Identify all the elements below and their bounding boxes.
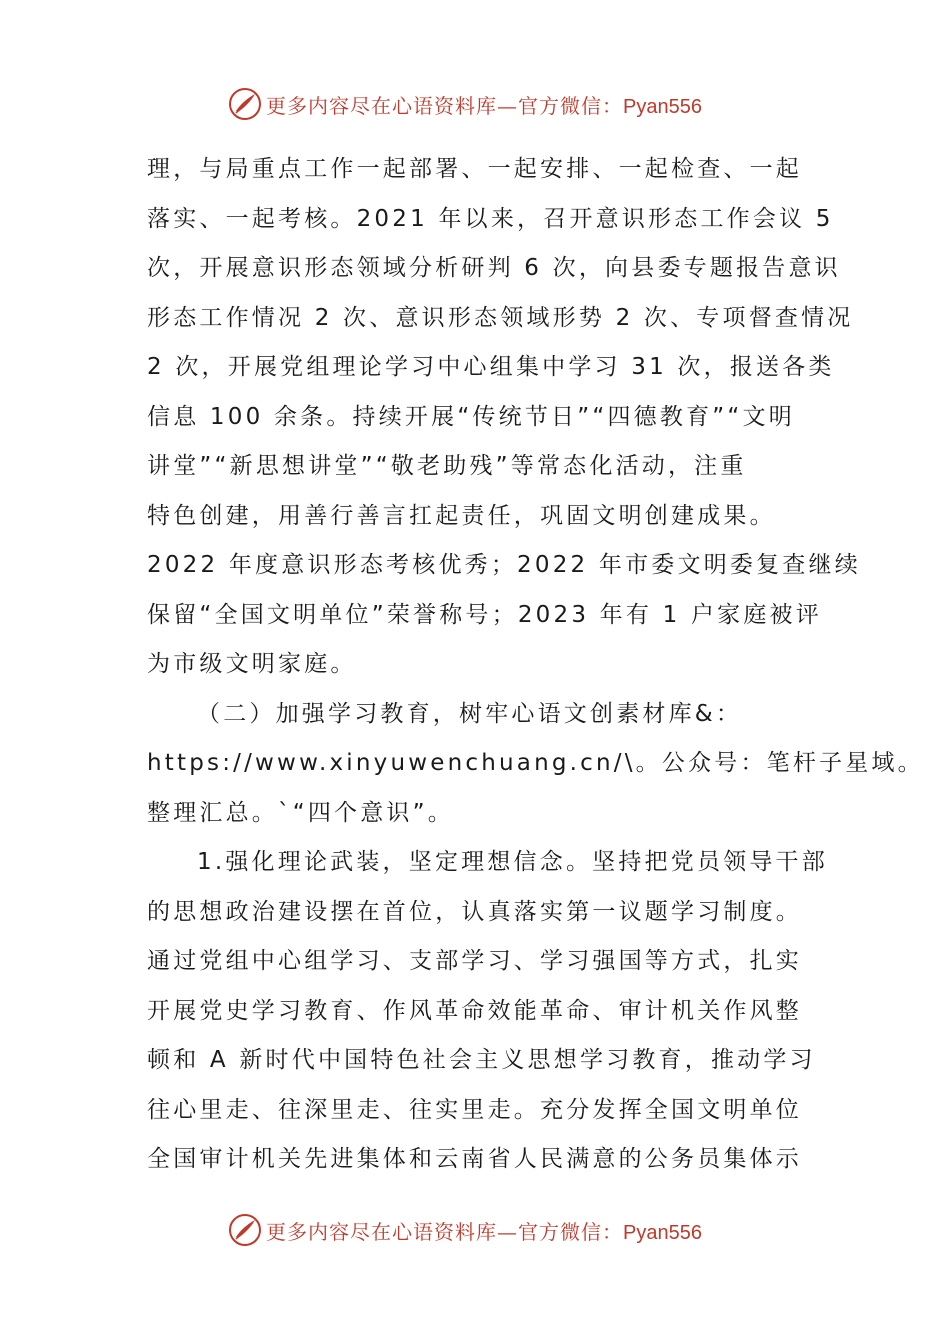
header-banner <box>228 84 728 124</box>
section-heading: （二）加强学习教育，树牢心语文创素材库&： <box>197 700 743 727</box>
footer-banner-text: 更多内容尽在心语资料库—官方微信：Pyan556 <box>266 1219 702 1244</box>
body-line: 形态工作情况 2 次、意识形态领域形势 2 次、专项督查情况 <box>147 304 854 331</box>
body-line: 开展党史学习教育、作风革命效能革命、审计机关作风整 <box>147 997 802 1024</box>
body-line: 2 次，开展党组理论学习中心组集中学习 31 次，报送各类 <box>147 354 835 380</box>
body-line: 为市级文明家庭。 <box>147 651 357 677</box>
document-body <box>147 145 924 1185</box>
body-line: 次，开展意识形态领域分析研判 6 次，向县委专题报告意识 <box>147 255 841 281</box>
body-line: 顿和 A 新时代中国特色社会主义思想学习教育，推动学习 <box>147 1047 816 1073</box>
body-line: 通过党组中心组学习、支部学习、学习强国等方式，扎实 <box>147 948 802 974</box>
body-line: 的思想政治建设摆在首位，认真落实第一议题学习制度。 <box>147 898 802 925</box>
body-line: 保留“全国文明单位”荣誉称号；2023 年有 1 户家庭被评 <box>147 601 822 628</box>
quill-logo-icon <box>228 1213 262 1247</box>
body-line: 整理汇总。`“四个意识”。 <box>147 799 454 826</box>
body-line: 落实、一起考核。2021 年以来，召开意识形态工作会议 5 <box>147 205 834 232</box>
quill-logo-icon <box>228 87 262 121</box>
subsection-heading: 1.强化理论武装，坚定理想信念。坚持把党员领导干部 <box>197 849 828 875</box>
body-line: 往心里走、往深里走、往实里走。充分发挥全国文明单位 <box>147 1096 802 1123</box>
body-line: 2022 年度意识形态考核优秀；2022 年市委文明委复查继续 <box>147 552 861 578</box>
body-line: 特色创建，用善行善言扛起责任，巩固文明创建成果。 <box>147 502 776 529</box>
footer-banner <box>228 1210 728 1250</box>
body-line: https://www.xinyuwenchuang.cn/\。公众号：笔杆子星域。 <box>147 750 924 776</box>
body-line: 理，与局重点工作一起部署、一起安排、一起检查、一起 <box>147 156 802 182</box>
body-line: 信息 100 余条。持续开展“传统节日”“四德教育”“文明 <box>147 403 795 430</box>
body-line: 讲堂”“新思想讲堂”“敬老助残”等常态化活动，注重 <box>147 453 747 479</box>
header-banner-text: 更多内容尽在心语资料库—官方微信：Pyan556 <box>266 93 702 118</box>
body-line: 全国审计机关先进集体和云南省人民满意的公务员集体示 <box>147 1146 802 1172</box>
